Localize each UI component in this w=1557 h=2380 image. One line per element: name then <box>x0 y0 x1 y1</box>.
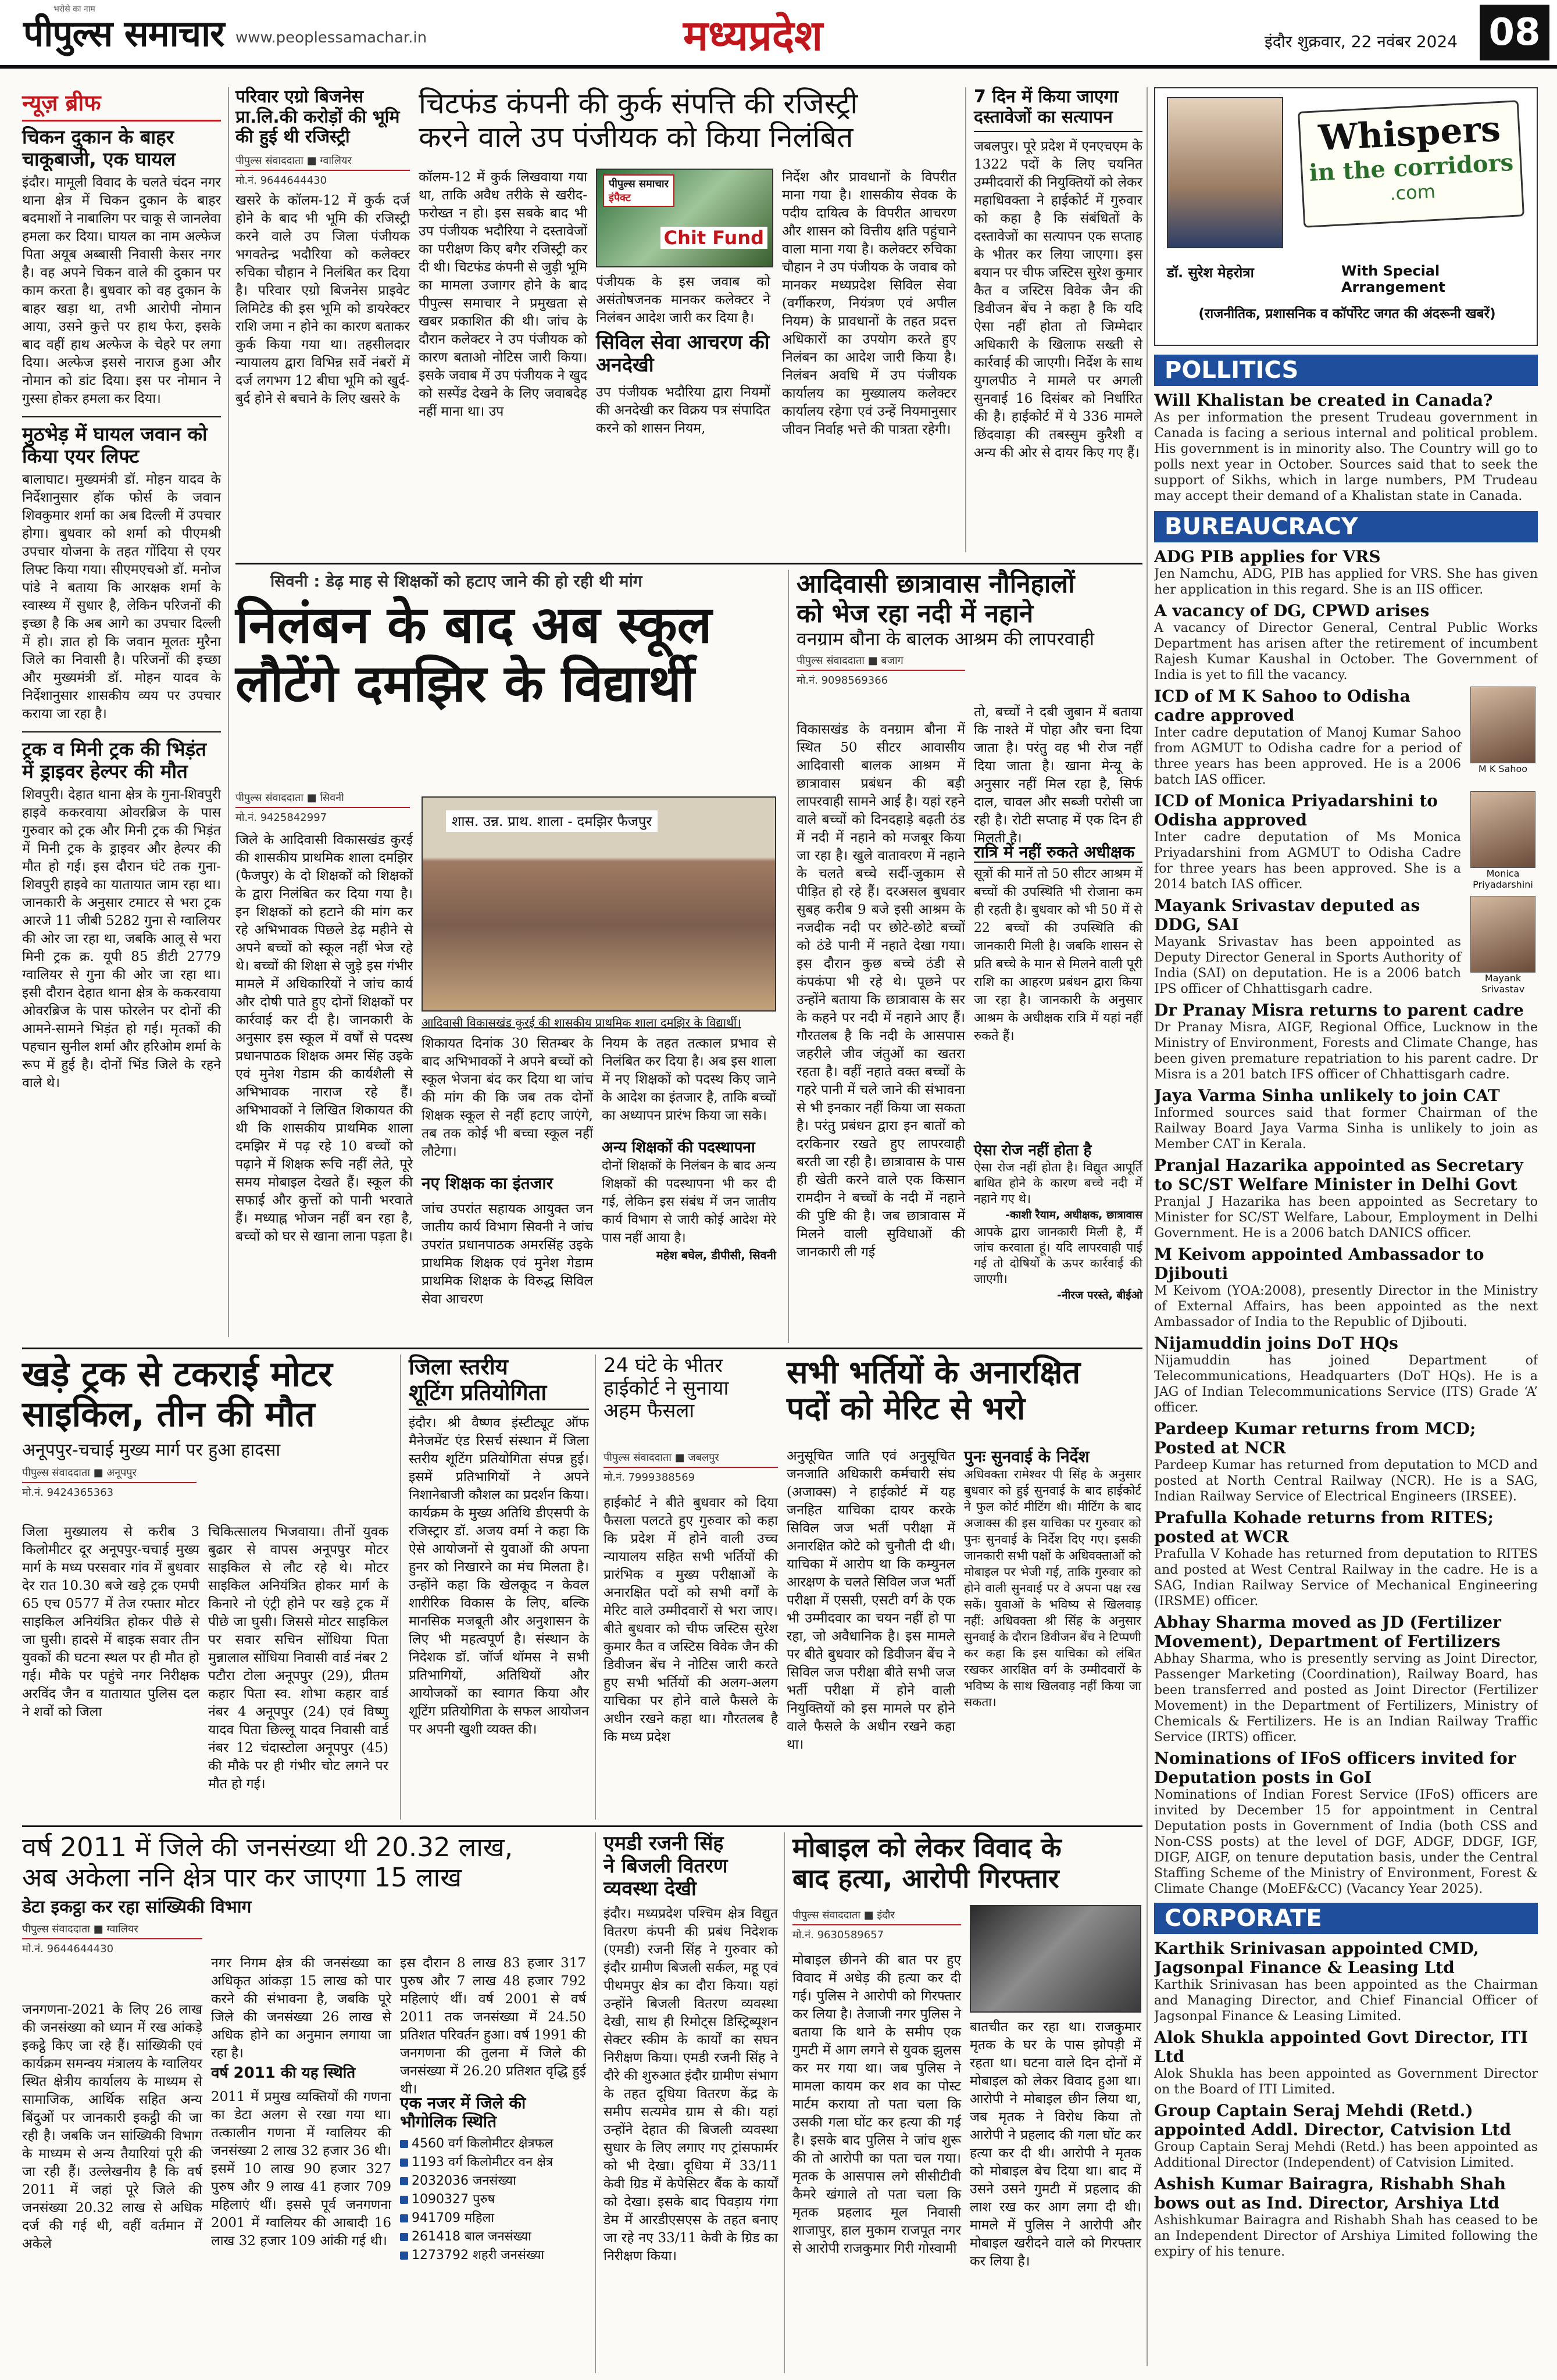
story-headline-big2[interactable]: पदों को मेरिट से भरो <box>787 1390 1026 1427</box>
story-col: उप पंजीयक भदौरिया द्वारा नियमों की अनदेखी कर विक्रय पत्र संपादित करने को शासन नियम, <box>596 385 770 436</box>
impact-tag: इंपैक्ट <box>609 192 631 204</box>
quote-attribution: -काशी रैयाम, अधीक्षक, छात्रावास <box>1005 1208 1142 1221</box>
whispers-logo-line2: in the corridors <box>1308 148 1515 187</box>
rail-item-title[interactable]: M Keivom appointed Ambassador to Djibouti <box>1154 1245 1484 1283</box>
rail-item-title[interactable]: Nominations of IFoS officers invited for Deputation posts in GoI <box>1154 1749 1516 1787</box>
column-rule <box>784 1832 785 2373</box>
stat-item <box>400 2228 586 2246</box>
rail-item-title[interactable]: Group Captain Seraj Mehdi (Retd.) appointed Addl. Director, Catvision Ltd <box>1154 2101 1512 2139</box>
story-headline-line2[interactable]: करने वाले उप पंजीयक को किया निलंबित <box>419 120 854 154</box>
story-col: जिले के आदिवासी विकासखंड कुरई की शासकीय प्राथमिक शाला दमझिर (फैजपुर) के दो शिक्षकों को शिक्षकों के द्वारा निलंबित कर दिया गया है। इन शिक्षकों को हटाने की मांग कर रहे अभिभावक पिछले डेढ़ महीने से अपने बच्चों को स्कूल नहीं भेज रहे थे। बच्चों की शिक्षा से जुड़े इस गंभीर मामले में अधिकारियों ने जांच कार्य और दोषी पाते हुए दोनों शिक्षकों पर कार्रवाई कर दी है। जानकारी के अनुसार इस स्कूल में वर्षों से पदस्थ प्रधानपाठक शिक्षक अमर सिंह उइके एवं मुनेश गेडाम की कार्यशैली से अभिभावक नाराज रहे हैं। अभिभावकों ने लिखित शिकायत की थी कि शासकीय प्राथमिक शाला दमझिर में पढ़ रहे 10 बच्चों को पढ़ाने में शिक्षक रूचि नहीं लेते, पूरे समय मोबाइल देखते हैं। स्कूल की सफाई और कुत्तों को पानी भरवाते हैं। मध्याह्न भोजन नहीं बन रहा है, बच्चों को घर से खाना लाना पड़ता है। <box>235 832 413 1244</box>
story-subhead: वर्ष 2011 की यह स्थिति <box>211 2064 356 2082</box>
rail-item-title[interactable]: A vacancy of DG, CPWD arises <box>1154 601 1430 620</box>
story-kicker: डेटा इकट्ठा कर रहा सांख्यिकी विभाग <box>22 1896 252 1917</box>
byline: पीपुल्स संवाददाता ■ अनूपपुर <box>22 1466 197 1483</box>
stats-list <box>400 2135 586 2265</box>
stat-value: 1193 वर्ग किलोमीटर वन क्षेत्र <box>412 2155 553 2170</box>
rail-item-body: As per information the present Trudeau government in Canada is facing a serious internal and political problem. His government is in minority also. The Country will go to polls next year in October. Sources said that to seek the support of Sikhs, which in large numbers, PM Trudeau may accept their demand of a Khalistan state in Canada. <box>1154 410 1538 503</box>
rail-item <box>1154 1508 1538 1609</box>
stat-value: 2032036 जनसंख्या <box>412 2174 516 2189</box>
chitfund-photo <box>596 169 773 267</box>
special-arrangement: With Special Arrangement <box>1341 263 1445 295</box>
story-body: खसरे के कॉलम-12 में कुर्क दर्ज होने के बाद भी भूमि की रजिस्ट्री करने वाले उप जिला पंजीयक भगवतेन्द्र भदौरिया को कलेक्टर रुचिका चौहान ने निलंबित कर दिया है। परिवार एग्रो बिजनेस प्राइवेट लिमिटेड की इस भूमि को डायरेक्टर राशि जमा न होने का कारण बताकर कुर्क किया गया था। तहसीलदार न्यायालय द्वारा विभिन्न सर्वे नंबरों में दर्ज लगभग 12 बीघा भूमि को खुर्द-बुर्द होने से बचाने के लिए खसरे के <box>235 192 410 406</box>
story-col: शिकायत दिनांक 30 सितम्बर के बाद अभिभावकों ने अपने बच्चों को स्कूल भेजना बंद कर दिया था जांच की मांग की कि जब तक दोनों शिक्षक स्कूल से नहीं हटाए जाएंगे, तब तक कोई भी बच्चा स्कूल नहीं लौटेगा। <box>422 1036 593 1159</box>
corporate-heading: CORPORATE <box>1154 1903 1538 1934</box>
quote-headline: अन्य शिक्षकों की पदस्थापना <box>602 1139 755 1156</box>
story-headline-line1[interactable]: 24 घंटे के भीतर <box>603 1354 723 1377</box>
author-photo <box>1167 97 1283 248</box>
rail-item-body: Prafulla V Kohade has returned from deputation to RITES and posted at West Central Railway in the cadre. He is a SAG, Indian Railway Service of Mechanical Engineering (IRSME) officer. <box>1154 1547 1538 1609</box>
story-hostel <box>797 570 1142 1343</box>
story-headline-line3[interactable]: व्यवस्था देखी <box>603 1877 697 1901</box>
story-body: इंदौर। श्री वैष्णव इंस्टीट्यूट ऑफ मैनेजमेंट एंड रिसर्च संस्थान में जिला स्तरीय शूटिंग प्रतियोगिता संपन्न हुई। इसमें प्रतिभागियों ने अपने निशानेबाजी कौशल का प्रदर्शन किया। कार्यक्रम के मुख्य अतिथि डीएसपी के रजिस्ट्रार डॉ. अजय वर्मा ने कहा कि ऐसे आयोजनों से युवाओं की अपना हुनर को निखारने का मंच मिलता है। उन्होंने कहा कि खेलकूद न केवल शारीरिक विकास के लिए, बल्कि मानसिक मजबूती और अनुशासन के लिए भी महत्वपूर्ण है। संस्थान के निदेशक डॉ. जॉर्ज थॉमस ने सभी प्रतिभागियों, अतिथियों और आयोजकों का स्वागत किया और शूटिंग प्रतियोगिता के सफल आयोजन पर अपनी खुशी व्यक्त की। <box>409 1416 589 1738</box>
square-bullet-icon <box>400 2159 408 2167</box>
rail-item-body: A vacancy of Director General, Central Public Works Department has arisen after the retirement of incumbent Rajesh Kumar Kaushal in October. The Government of India is yet to fill the vacancy. <box>1154 621 1538 682</box>
story-headline-big1[interactable]: सभी भर्तियों के अनारक्षित <box>787 1354 1081 1391</box>
masthead <box>0 0 1557 69</box>
quote-text: आपके द्वारा जानकारी मिली है, मैं जांच करवाता हूं। यदि लापरवाही पाई गई तो दोषियों के ऊपर कार्रवाई की जाएगी। <box>974 1224 1142 1286</box>
info-box-title: पुनः सुनवाई के निर्देश <box>964 1447 1090 1466</box>
rail-item <box>1154 1156 1538 1241</box>
rail-item <box>1154 391 1538 504</box>
story-headline-line2[interactable]: लौटेंगे दमझिर के विद्यार्थी <box>235 653 695 714</box>
rail-item <box>1154 2028 1538 2097</box>
byline-block <box>792 1908 961 1942</box>
newspaper-logo[interactable]: पीपुल्स समाचार <box>23 12 224 55</box>
rail-item-title[interactable]: ADG PIB applies for VRS <box>1154 547 1381 566</box>
stat-value: 1273792 शहरी जनसंख्या <box>412 2248 545 2263</box>
impact-brand: पीपुल्स समाचार <box>609 178 669 190</box>
stat-value: 1090327 पुरुष <box>412 2192 495 2207</box>
rail-item-body: Mayank Srivastav has been appointed as Deputy Director General in Sports Authority of India (SAI) on deputation. He is a 2006 batch IPS officer of Chhattisgarh cadre. <box>1154 935 1461 996</box>
byline: पीपुल्स संवाददाता ■ बजाग <box>797 653 965 671</box>
rail-item-body: Inter cadre deputation of Ms Monica Priyadarshini from AGMUT to Odisha Cadre for three years has been approved. She is a 2014 batch IAS officer. <box>1154 830 1461 892</box>
story-headline-line2[interactable]: अब अकेला ननि क्षेत्र पार कर जाएगा 15 लाख <box>22 1861 462 1893</box>
news-brief-label: न्यूज़ ब्रीफ <box>22 87 221 121</box>
rail-item-body: Jen Namchu, ADG, PIB has applied for VRS. She has given her application in this regard. She is an IIS officer. <box>1154 567 1538 597</box>
rail-item-title[interactable]: Dr Pranay Misra returns to parent cadre <box>1154 1000 1524 1020</box>
rail-item-title[interactable]: ICD of M K Sahoo to Odisha cadre approved <box>1154 687 1410 725</box>
dateline: इंदौर शुक्रवार, 22 नवंबर 2024 <box>1265 32 1458 51</box>
highcourt-small-headline <box>603 1355 778 1423</box>
stat-value: 941709 महिला <box>412 2211 495 2226</box>
officer-photo <box>1470 896 1535 973</box>
rail-item-body: Pardeep Kumar has returned from deputation to MCD and posted at North Central Railway (NCR). He is a SAG, Indian Railway Service of Electrical Engineers (IRSEE). <box>1154 1458 1538 1504</box>
byline: पीपुल्स संवाददाता ■ इंदौर <box>792 1908 961 1925</box>
rail-item-title[interactable]: Nijamuddin joins DoT HQs <box>1154 1334 1398 1353</box>
rail-item-body: Karthik Srinivasan has been appointed as the Chairman and Managing Director, and Chief Financial Officer of Jagsonpal Finance & Leasing Limited. <box>1154 1978 1538 2024</box>
story-col: नियम के तहत तत्काल प्रभाव से निलंबित कर दिया है। अब इस शाला में नए शिक्षकों को पदस्थ किए जाने के आदेश का इंतजार है, ताकि बच्चों का अध्यापन प्रारंभ किया जा सके। <box>602 1036 776 1123</box>
story-headline-line1[interactable]: खड़े ट्रक से टकराई मोटर <box>22 1354 333 1395</box>
column-rule <box>595 1832 596 2373</box>
info-box-title: रात्रि में नहीं रुकते अधीक्षक <box>974 843 1142 863</box>
rail-item-body: Inter cadre deputation of Manoj Kumar Sahoo from AGMUT to Odisha cadre for a period of three years has been approved. He is a 2006 batch IAS officer. <box>1154 726 1461 787</box>
reporter-mobile: मो.नं. 7999388569 <box>603 1471 695 1484</box>
whispers-logo[interactable] <box>1298 100 1524 228</box>
page-number: 08 <box>1480 5 1549 60</box>
rail-item <box>1154 1334 1538 1416</box>
section-divider <box>22 1348 1142 1349</box>
rail-item-body: Pranjal J Hazarika has been appointed as Secretary to Minister for SC/ST Welfare, Labour, Employment in Delhi Government. He is a 2006 batch DANICS officer. <box>1154 1195 1538 1241</box>
stat-value: 261418 बाल जनसंख्या <box>412 2229 531 2245</box>
rail-item-title[interactable]: Alok Shukla appointed Govt Director, ITI Ltd <box>1154 2028 1529 2066</box>
story-subhead: सिविल सेवा आचरण की अनदेखी <box>596 331 770 377</box>
reporter-mobile: मो.नं. 9098569366 <box>797 674 888 687</box>
rail-item-body: Abhay Sharma, who is presently serving as Joint Director, Passenger Marketing (Coordination), Railway Board, has been transferred and posted as Joint Director (Fertilizer Movement) in the Department of Fertilizers, Ministry of Chemicals & Fertilizers. He is an Indian Railway Traffic Service (IRTS) officer. <box>1154 1652 1538 1745</box>
officer-photo <box>1470 791 1535 868</box>
reporter-mobile: मो.नं. 9630589657 <box>792 1929 884 1941</box>
story-headline-line2[interactable]: ने बिजली वितरण <box>603 1854 728 1878</box>
story-family-agro <box>235 87 410 552</box>
story-census <box>22 1832 589 2373</box>
square-bullet-icon <box>400 2233 408 2241</box>
rail-item <box>1154 896 1538 997</box>
quote-headline: ऐसा रोज नहीं होता है <box>974 1142 1092 1159</box>
rail-item <box>1154 601 1538 683</box>
photo-caption: आदिवासी विकासखंड कुरई की शासकीय प्राथमिक शाला दमझिर के विद्यार्थी। <box>422 1016 741 1030</box>
whispers-box <box>1154 87 1538 346</box>
story-kicker: सिवनी : डेढ़ माह से शिक्षकों को हटाए जाने की हो रही थी मांग <box>270 571 642 591</box>
section-title: मध्यप्रदेश <box>683 11 823 60</box>
rail-item <box>1154 1086 1538 1152</box>
school-photo <box>422 796 776 1012</box>
story-col: विकासखंड के वनग्राम बौना में स्थित 50 सीटर आवासीय आदिवासी बालक आश्रम में छात्रावास प्रबंधन की बड़ी लापरवाही सामने आई है। यहां रहने वाले बच्चों को दिनदहाड़े बढ़ती ठंड में नदी में नहाने को मजबूर किया जा रहा है। खुले वातावरण में नहाने के चलते बच्चे सर्दी-जुकाम से पीड़ित हो रहे हैं। दरअसल बुधवार सुबह करीब 9 बजे इसी आश्रम के नजदीक नदी पर छोटे-छोटे बच्चों को ठंडे पानी में नहाते देखा गया। इस दौरान कुछ बच्चे ठंडी से कंपकंपा भी रहे थे। पूछने पर उन्होंने बताया कि छात्रावास के सर के कहने पर नदी में नहाने आए हैं। गौरतलब है कि नदी के आसपास जहरीले जीव जंतुओं का खतरा रहता है। वहीं नहाते वक्त बच्चों के गहरे पानी में चले जाने की संभावना से भी इनकार नहीं किया जा सकता है। परंतु प्रबंधन द्वारा इन बातों को दरकिनार रखते हुए लापरवाही बरती जा रही है। छात्रावास के पास ही खेती करने वाले एक किसान रामदीन ने बच्चों के नदी में नहाने की पुष्टि की है। जब छात्रावास में मिलने वाली सुविधाओं की जानकारी ली गई <box>797 722 965 1260</box>
stat-item <box>400 2135 586 2153</box>
story-headline-line1[interactable]: जिला स्तरीय <box>409 1354 508 1380</box>
byline: पीपुल्स संवाददाता ■ सिवनी <box>235 791 410 808</box>
website-link[interactable]: www.peoplessamachar.in <box>235 29 427 47</box>
story-col: तो, बच्चों ने दबी जुबान में बताया कि नाश्ते में पोहा और चना दिया जाता है। परंतु वह भी रोज नहीं दिया जाता है। खाना मेन्यू के अनुसार नहीं मिल रहा है, सिर्फ दाल, चावल और सब्जी परोसी जा रही है। रोटी सप्ताह में एक दिन ही मिलती है। <box>974 705 1142 846</box>
story-col: नगर निगम क्षेत्र की जनसंख्या का अधिकृत आंकड़ा 15 लाख को पार करने की संभावना है, जबकि पूरे जिले की जनसंख्या 26 लाख से अधिक होने का अनुमान लगाया जा रहा है। <box>211 1956 391 2061</box>
stat-item <box>400 2172 586 2190</box>
column-rule <box>788 570 789 1343</box>
reporter-mobile: मो.नं. 9425842997 <box>235 812 327 824</box>
brief-body: इंदौर। मामूली विवाद के चलते चंदन नगर थाना क्षेत्र में चिकन दुकान के बाहर बदमाशों ने नाबालिग पर चाकू से जानलेवा हमला कर दिया। घायल का नाम अल्फेज पिता अयूब अब्बासी निवासी केसर नगर है। वह अपने चिकन वाले की दुकान पर काम करता है। बुधवार को वह दुकान के बाहर खड़ा था, तभी आरोपी नोमान आया, उसने कुत्ते पर हाथ फेरा, इसके बाद वहीं हाथ अल्फेज के चेहरे पर लगा दिया। अल्फेज इससे नाराज हुआ और नोमान को डांट दिया। इस पर नोमान ने गुस्सा होकर हमला कर दिया। <box>22 174 221 406</box>
rail-item <box>1154 1939 1538 2024</box>
brief-body: बालाघाट। मुख्यमंत्री डॉ. मोहन यादव के निर्देशानुसार हॉक फोर्स के जवान शिवकुमार शर्मा का अब दिल्ली में उपचार होगा। बुधवार को शर्मा को पीएमश्री उपचार योजना के तहत गोंदिया से एयर लिफ्ट किया गया। सीएमएचओ डॉ. मनोज पांडे ने बताया कि आरक्षक शर्मा के स्वास्थ्य में सुधार है, लेकिन परिजनों की इच्छा है कि अब आगे का उपचार दिल्ली में हो। ज्ञात हो कि जवान मूलतः मुरैना जिले का निवासी है। परिजनों की इच्छा और मुख्यमंत्री डॉ. मोहन यादव के निर्देशानुसार शासकीय व्यय पर उपचार कराया जा रहा है। <box>22 471 221 721</box>
rail-item-body: Group Captain Seraj Mehdi (Retd.) has been appointed as Additional Director (Independent) of Catvision Limited. <box>1154 2140 1538 2170</box>
section-divider <box>22 1825 1142 1827</box>
story-headline-line1[interactable]: निलंबन के बाद अब स्कूल <box>235 595 712 655</box>
politics-heading: POLLITICS <box>1154 355 1538 386</box>
square-bullet-icon <box>400 2177 408 2185</box>
byline-block <box>235 791 410 829</box>
rail-item-body: Dr Pranay Misra, AIGF, Regional Office, Lucknow in the Ministry of Environment, Forests and Climate Change, has been given premature repatriation to his parent cadre. Dr Misra is a 201 batch IFS officer of Chhattisgarh cadre. <box>1154 1020 1538 1082</box>
rail-item <box>1154 1613 1538 1745</box>
story-col: पंजीयक के इस जवाब को असंतोषजनक मानकर कलेक्टर ने निलंबन आदेश जारी कर दिया है। <box>596 274 770 326</box>
stat-item <box>400 2246 586 2265</box>
story-headline[interactable]: परिवार एग्रो बिजनेस प्रा.लि.की करोड़ों की भूमि की हुई थी रजिस्ट्री <box>235 87 400 147</box>
stat-item <box>400 2209 586 2228</box>
story-headline-line2[interactable]: शूटिंग प्रतियोगिता <box>409 1380 589 1410</box>
story-seoni <box>235 570 782 1343</box>
photo-caption: M K Sahoo <box>1478 763 1528 774</box>
byline: पीपुल्स संवाददाता ■ ग्वालियर <box>22 1922 202 1939</box>
column-rule <box>228 87 229 1337</box>
story-col: मोबाइल छीनने की बात पर हुए विवाद में अधेड़ की हत्या कर दी गई। पुलिस ने आरोपी को गिरफ्तार कर लिया है। तेजाजी नगर पुलिस ने बताया कि थाने के समीप एक गुमटी में आग लगने से युवक झुलस कर मर गया था। जब पुलिस ने मामला कायम कर शव का पोस्ट मार्टम कराया तो पता चला कि उसकी गला घोंट कर हत्या की गई है। इसके बाद पुलिस ने जांच शुरू की तो आरोपी का पता चल गया। मृतक के आसपास लगे सीसीटीवी कैमरे खंगाले तो पता चला कि मृतक प्रहलाद मूल निवासी शाजापुर, हाल मुकाम राजपूत नगर से आरोपी राजकुमार गिरी गोस्वामी <box>792 1953 961 2256</box>
stat-item <box>400 2153 586 2172</box>
quote-attribution: महेश बघेल, डीपीसी, सिवनी <box>656 1248 776 1262</box>
rail-item-title[interactable]: Karthik Srinivasan appointed CMD, Jagsonpal Finance & Leasing Ltd <box>1154 1939 1479 1977</box>
rail-item <box>1154 1000 1538 1082</box>
story-headline[interactable]: 7 दिन में किया जाएगा दस्तावेजों का सत्यापन <box>974 87 1142 132</box>
column-rule <box>400 1355 401 1820</box>
news-brief-column <box>22 87 221 1337</box>
brief-title[interactable]: मुठभेड़ में घायल जवान को किया एयर लिफ्ट <box>22 422 208 467</box>
author-name: डॉ. सुरेश मेहरोत्रा <box>1167 265 1254 281</box>
story-headline-line2[interactable]: को भेज रहा नदी में नहाने <box>797 598 1034 628</box>
rail-item <box>1154 1749 1538 1897</box>
square-bullet-icon <box>400 2140 408 2148</box>
rail-item-title[interactable]: ICD of Monica Priyadarshini to Odisha approved <box>1154 791 1438 830</box>
story-col: अनुसूचित जाति एवं अनुसूचित जनजाति अधिकारी कर्मचारी संघ (अजाक्स) ने हाईकोर्ट में यह जनहित याचिका दायर करके सिविल जज भर्ती परीक्षा में अनारक्षित कोटे को चुनौती दी थी। याचिका में आरोप था कि कम्युनल आरक्षण के चलते सिविल जज भर्ती परीक्षा में एससी, एसटी वर्ग के एक भी उम्मीदवार का चयन नहीं हो पा रहा, जो अवैधानिक है। इस मामले पर बीते बुधवार को डिवीजन बेंच ने सिविल जज परीक्षा बीते सभी जज भर्ती परीक्षा में होने वाली नियुक्तियों को इस मामले पर होने वाले फैसले के अधीन रखने कहा था। <box>787 1449 955 1752</box>
officer-photo <box>1470 687 1535 763</box>
impact-badge <box>603 174 674 207</box>
story-mpeb <box>603 1832 778 2373</box>
brief-title[interactable]: ट्रक व मिनी ट्रक की भिड़ंत में ड्राइवर हेल्पर की मौत <box>22 737 206 782</box>
rail-item-body: Alok Shukla has been appointed as Government Director on the Board of ITI Limited. <box>1154 2067 1538 2097</box>
brief-item <box>22 126 221 408</box>
byline: पीपुल्स संवाददाता ■ जबलपुर <box>603 1450 778 1468</box>
quote-box <box>602 1139 776 1263</box>
story-col: निर्देश और प्रावधानों के विपरीत माना गया है। शासकीय सेवक के पदीय दायित्व के विपरीत आचरण और शासन को वित्तीय क्षति पहुंचाने वाला माना गया है। कलेक्टर रुचिका चौहान ने उप पंजीयक के जवाब को मानकर मध्यप्रदेश सिविल सेवा (वर्गीकरण, नियंत्रण एवं अपील नियम) के प्रावधानों के तहत प्रदत्त अधिकारों का उपयोग करते हुए निलंबन का आदेश जारी किया है। निलंबन अवधि में उप पंजीयक कार्यालय का मुख्यालय कलेक्टर कार्यालय रहेगा एवं उन्हें नियमानुसार जीवन निर्वाह भत्ते की पात्रता रहेगी। <box>782 170 956 437</box>
square-bullet-icon <box>400 2252 408 2260</box>
story-mobile-murder <box>792 1832 1142 2373</box>
stat-value: 4560 वर्ग किलोमीटर क्षेत्रफल <box>412 2136 553 2152</box>
rail-item-body: Informed sources said that former Chairman of the Railway Board Jaya Varma Sinha is unlikely to join as Member CAT in Kerala. <box>1154 1106 1538 1152</box>
rail-item-title[interactable]: Will Khalistan be created in Canada? <box>1154 391 1493 410</box>
rail-item-title[interactable]: Prafulla Kohade returns from RITES; posted at WCR <box>1154 1508 1494 1546</box>
story-body: जबलपुर। पूरे प्रदेश में एनएचएम के 1322 पदों के लिए चयनित उम्मीदवारों की नियुक्तियों को लेकर महाधिवक्ता ने हाईकोर्ट में गुरुवार को कहा है कि संबंधितों के दस्तावेजों का सत्यापन एक सप्ताह के भीतर कर लिया जाएगा। इस बयान पर चीफ जस्टिस सुरेश कुमार कैत व जस्टिस विवेक जैन की डिवीजन बेंच ने कहा है कि यदि ऐसा नहीं होता तो जिम्मेदार अधिकारी के खिलाफ सख्ती से कार्रवाई की जाएगी। निर्देश के साथ युगलपीठ ने मामले पर अगली सुनवाई 16 दिसंबर को निर्धारित की है। हाईकोर्ट में ये 336 मामले छिंदवाड़ा की तबस्सुम कुरैशी व अन्य की ओर से दायर किए गए हैं। <box>974 139 1142 460</box>
story-headline-line1[interactable]: एमडी रजनी सिंह <box>603 1832 724 1855</box>
story-headline-line1[interactable]: मोबाइल को लेकर विवाद के <box>792 1832 1062 1863</box>
story-headline-line2[interactable]: हाईकोर्ट ने सुनाया <box>603 1377 729 1400</box>
story-col: जनगणना-2021 के लिए 26 लाख की जनसंख्या को ध्यान में रख आंकड़े इकट्ठे किए जा रहे हैं। सांख्यिकी एवं कार्यक्रम समन्वय मंत्रालय के ग्वालियर स्थित क्षेत्रीय कार्यालय के माध्यम से सामाजिक, आर्थिक सहित अन्य बिंदुओं पर जानकारी इकट्ठी की जा रही है। जबकि जन सांख्यिकी विभाग के माध्यम से अन्य तैयारियां पूरी की जा रही हैं। उल्लेखनीय है कि वर्ष 2011 में जहां पूरे जिले की जनसंख्या 20.32 लाख से अधिक दर्ज की गई थी, वहीं वर्तमान में अकेले <box>22 2002 202 2252</box>
reporter-mobile: मो.नं. 9644644430 <box>22 1943 114 1955</box>
rail-item-title[interactable]: Abhay Sharma moved as JD (Fertilizer Movement), Department of Fertilizers <box>1154 1613 1501 1651</box>
handcuffs-photo <box>970 1905 1141 2013</box>
story-kicker: अनूपपुर-चचाई मुख्य मार्ग पर हुआ हादसा <box>22 1440 281 1460</box>
brief-item <box>22 738 221 1092</box>
story-headline-line1[interactable]: आदिवासी छात्रावास नौनिहालों <box>797 569 1075 599</box>
story-col: 2011 में प्रमुख व्यक्तियों की गणना का डेटा अलग से रखा गया था। तत्कालीन गणना में ग्वालियर की जनसंख्या 2 लाख 32 हजार 36 थी। इसमें 10 लाख 90 हजार 327 पुरुष और 9 लाख 41 हजार 709 महिलाएं थीं। इससे पूर्व जनगणना 2001 में ग्वालियर की आबादी 16 लाख 32 हजार 109 आंकी गई थी। <box>211 2089 391 2249</box>
reporter-mobile: मो.नं. 9424365363 <box>22 1486 114 1499</box>
whispers-tagline: (राजनीतिक, प्रशासनिक व कॉर्पोरेट जगत की अंदरूनी खबरें) <box>1198 306 1496 321</box>
logo-tagline: भरोसे का नाम <box>53 5 95 14</box>
rail-item <box>1154 2174 1538 2260</box>
brief-item <box>22 423 221 723</box>
story-body: इंदौर। मध्यप्रदेश पश्चिम क्षेत्र विद्युत वितरण कंपनी की प्रबंध निदेशक (एमडी) रजनी सिंह ने गुरुवार को इंदौर ग्रामीण बिजली सर्कल, महू एवं पीथमपुर क्षेत्र का दौरा किया। यहां उन्होंने बिजली वितरण व्यवस्था देखी, साथ ही रिमोट्स डिस्ट्रिब्यूशन सेक्टर स्कीम के कार्यों का सघन निरीक्षण किया। एमडी रजनी सिंह ने दौरे की शुरुआत इंदौर ग्रामीण संभाग के तहत दूधिया वितरण केंद्र के समीप सत्यमेव ग्राम से की। यहां उन्होंने देहात की बिजली व्यवस्था सुधार के लिए लगाए गए ट्रांसफार्मर को भी देखा। दूधिया में 33/11 केवी ग्रिड में केपेसिटर बैंक के कार्यों को देखा। इसके बाद पिवड़ाय गंगा डेम में आरडीएसएस के तहत बनाए जा रहे नए 33/11 केवी के ग्रिड का निरीक्षण किया। <box>603 1906 778 2264</box>
quote-text: दोनों शिक्षकों के निलंबन के बाद अन्य शिक्षकों की पदस्थापना भी कर दी गई, लेकिन इस संबंध में जन जातीय कार्य विभाग से जारी कोई आदेश मेरे पास नहीं आया है। <box>602 1158 776 1245</box>
rail-item <box>1154 1419 1538 1505</box>
rail-item <box>1154 2101 1538 2171</box>
rail-item-body: Nijamuddin has joined Department of Telecommunications, Headquarters (DoT HQs). He is a JAG of Indian Telecommunications Service (ITS) Grade ‘A’ officer. <box>1154 1353 1538 1415</box>
photo-caption: Mayank Srivastav <box>1481 973 1525 995</box>
story-col: जिला मुख्यालय से करीब 3 किलोमीटर दूर अनूपपुर-चचाई मुख्य मार्ग के मध्य परसवार गांव में बुधवार देर रात 10.30 बजे खड़े ट्रक एमपी 65 एच 0577 में तेज रफ्तार मोटर साइकिल अनियंत्रित होकर पीछे से जा घुसी। हादसे में बाइक सवार तीन युवकों की घटना स्थल पर ही मौत हो गई। मौके पर पहुंचे नगर निरीक्षक अरविंद जैन व यातायात पुलिस दल ने शवों को जिला <box>22 1524 199 1720</box>
story-truck <box>22 1355 394 1820</box>
whispers-logo-line1: Whispers <box>1317 108 1502 159</box>
story-col: बातचीत कर रहा था। राजकुमार मृतक के घर के पास झोपड़ी में रहता था। घटना वाले दिन दोनों में मोबाइल को लेकर विवाद हुआ था। आरोपी ने मोबाइल छीन लिया था, जब मृतक ने विरोध किया तो आरोपी ने प्रहलाद की गला घोंट कर हत्या कर दी थी। आरोपी ने मृतक को मोबाइल बेच दिया था। बाद में उसने उसने गुमटी में प्रहलाद की लाश रख कर आग लगा दी थी। मामले में पुलिस ने आरोपी और मोबाइल खरीदने वाले को गिरफ्तार कर लिया है। <box>970 2020 1141 2269</box>
story-col: चिकित्सालय भिजवाया। तीनों युवक बुढार से वापस अनूपपुर मोटर साइकिल से लौट रहे थे। मोटर साइकिल अनियंत्रित होकर मार्ग के किनारे नो एंट्री होने पर खड़े ट्रक में पीछे जा घुसी। जिससे मोटर साइकिल पर सवार सचिन सोंधिया पिता मुन्नालाल सोंधिया निवासी वार्ड नंबर 2 पटौरा टोला अनूपपुर (29), प्रीतम कहार पिता स्व. शोभा कहार वार्ड नंबर 4 अनूपपुर (24) एवं विष्णु यादव पिता छिल्लू यादव निवासी वार्ड नंबर 12 चंदास्टोला अनूपपुर (45) की मौके पर ही गंभीर चोट लगने पर मौत हो गई। <box>208 1524 388 1792</box>
byline-block <box>603 1450 778 1484</box>
column-rule <box>1147 87 1148 2366</box>
school-signboard: शास. उन्न. प्राथ. शाला - दमझिर फैजपुर <box>446 810 658 832</box>
info-box-body: अधिवक्ता रामेश्वर पी सिंह के अनुसार बुधवार को हुई सुनवाई के बाद हाईकोर्ट ने फुल कोर्ट मीटिंग थी। मीटिंग के बाद अजाक्स की इस याचिका पर गुरुवार को पुनः सुनवाई के निर्देश दिए गए। इसकी जानकारी सभी पक्षों के अधिवक्ताओं को मोबाइल पर भेजी गई, ताकि गुरुवार को होने वाली सुनवाई पर वे अपना पक्ष रख सकें। युवाओं के भविष्य से खिलवाड़ नहीं: अधिवक्ता श्री सिंह के अनुसार सुनवाई के दौरान डिवीजन बेंच ने टिप्पणी कर कहा कि इस याचिका को लंबित रखकर आरक्षित वर्ग के उम्मीदवारों के भविष्य के साथ खिलवाड़ नहीं किया जा सकता। <box>964 1467 1141 1710</box>
rail-item-title[interactable]: Jaya Varma Sinha unlikely to join CAT <box>1154 1086 1500 1105</box>
stats-headline: एक नजर में जिले की भौगोलिक स्थिति <box>400 2093 526 2132</box>
rail-item <box>1154 687 1538 788</box>
bureaucracy-heading: BUREAUCRACY <box>1154 511 1538 542</box>
section-divider <box>235 563 1142 564</box>
quote-box <box>974 1142 1142 1302</box>
story-col: इस दौरान 8 लाख 83 हजार 317 पुरुष और 7 लाख 48 हजार 792 महिलाएं थीं। वर्ष 2001 से वर्ष 2011 तक जनसंख्या में 24.50 प्रतिशत परिवर्तन हुआ। वर्ष 1991 की जनगणना की तुलना में जिले की जनसंख्या में 26.20 प्रतिशत वृद्धि हुई थी। <box>400 1956 586 2097</box>
rail-item <box>1154 1245 1538 1330</box>
rail-item-title[interactable]: Pardeep Kumar returns from MCD; Posted at NCR <box>1154 1419 1476 1457</box>
divider <box>22 416 221 417</box>
rail-item-title[interactable]: Mayank Srivastav deputed as DDG, SAI <box>1154 896 1420 934</box>
whispers-logo-line3: .com <box>1389 180 1436 205</box>
photo-label: Chit Fund <box>660 227 767 249</box>
story-headline-line3[interactable]: अहम फैसला <box>603 1399 695 1423</box>
story-shooting <box>409 1355 589 1820</box>
quote-text: ऐसा रोज नहीं होता है। विद्युत आपूर्ति बाधित होने के कारण बच्चे नदी में नहाने गए थे। <box>974 1160 1142 1206</box>
right-rail <box>1154 355 1538 2366</box>
column-rule <box>965 87 966 552</box>
brief-title[interactable]: चिकन दुकान के बाहर चाकूबाजी, एक घायल <box>22 126 176 170</box>
square-bullet-icon <box>400 2196 408 2204</box>
story-highcourt <box>603 1355 1142 1820</box>
story-headline-line1[interactable]: वर्ष 2011 में जिले की जनसंख्या थी 20.32 लाख, <box>22 1832 513 1863</box>
column-rule <box>595 1355 596 1820</box>
story-col: कॉलम-12 में कुर्क लिखवाया गया था, ताकि अवैध तरीके से खरीद-फरोख्त न हो। इस सबके बाद भी उप पंजीयक भदौरिया ने दस्तावेजों का परीक्षण किए बगैर रजिस्ट्री कर दी थी। चिटफंड कंपनी से जुड़ी भूमि का मामला उजागर होने के बाद पीपुल्स समाचार ने प्रमुखता से खबर प्रकाशित की थी। जांच के दौरान कलेक्टर ने उप पंजीयक को कारण बताओ नोटिस जारी किया। इसके जवाब में उप पंजीयक ने खुद को सस्पेंड देखने के लिए जवाबदेह नहीं माना था। उप <box>419 170 587 419</box>
quote-attribution: -नीरज परस्ते, बीईओ <box>1057 1288 1142 1302</box>
story-col: जांच उपरांत सहायक आयुक्त जन जातीय कार्य विभाग सिवनी ने जांच उपरांत प्रधानपाठक अमरसिंह उइके प्राथमिक शिक्षक एवं मुनेश गेडाम प्राथमिक शिक्षक के विरुद्ध सिविल सेवा आचरण <box>422 1202 593 1307</box>
rail-item-body: Nominations of Indian Forest Service (IFoS) officers are invited by December 15 for appointment in Central Deputation posts in Government of India (both CSS and Non-CSS posts) at the level of DGF, ADGF, DDGF, IGF, DIGF, AIGF, on tenure deputation basis, under the Central Staffing Scheme of the Ministry of Environment, Forest & Climate Change (MoEF&CC) (Vacancy Year 2025). <box>1154 1788 1538 1896</box>
info-box-body: सूत्रों की मानें तो 50 सीटर आश्रम में बच्चों की उपस्थिति भी रोजाना कम ही रहती है। बुधवार को भी 50 में से 22 बच्चों की उपस्थिति की जानकारी मिली है। जबकि शासन से प्रति बच्चे के मान से मिलने वाली पूरी राशि का आहरण प्रबंधन द्वारा किया जा रहा है। जानकारी के अनुसार आश्रम के अधीक्षक रात्रि में यहां नहीं रुकते हैं। <box>974 867 1142 1044</box>
info-box <box>974 843 1142 1045</box>
photo-caption: Monica Priyadarshini <box>1473 868 1533 890</box>
square-bullet-icon <box>400 2214 408 2222</box>
story-subhead: नए शिक्षक का इंतजार <box>422 1174 553 1193</box>
rail-item-title[interactable]: Ashish Kumar Bairagra, Rishabh Shah bows out as Ind. Director, Arshiya Ltd <box>1154 2174 1506 2213</box>
divider <box>22 731 221 732</box>
story-7-days <box>974 87 1142 552</box>
stat-item <box>400 2190 586 2209</box>
byline: पीपुल्स संवाददाता ■ ग्वालियर <box>235 153 410 171</box>
story-headline-line2[interactable]: बाद हत्या, आरोपी गिरफ्तार <box>792 1862 1059 1894</box>
reporter-mobile: मो.नं. 9644644430 <box>235 174 327 187</box>
stats-box <box>400 2094 586 2265</box>
rail-item <box>1154 547 1538 598</box>
highcourt-big-headline <box>787 1355 1142 1427</box>
brief-body: शिवपुरी। देहात थाना क्षेत्र के गुना-शिवपुरी हाइवे ककरवाया ओवरब्रिज के पास गुरुवार को ट्रक और मिनी ट्रक की भिड़ंत में मिनी ट्रक के ड्राइवर और हेल्पर की मौत हो गई। इस दौरान घंटे तक गुना-शिवपुरी हाइवे का यातायात जाम रहा था। जानकारी के अनुसार टमाटर से भरा ट्रक आरजे 11 जीबी 5282 गुना से ग्वालियर की ओर जा रहा था, जबकि आलू से भरा मिनी ट्रक क्र. यूपी 85 डीटी 2779 ग्वालियर से गुना की ओर जा रहा था। इसी दौरान देहात थाना क्षेत्र के ककरवाया ओवरब्रिज के पास फोरलेन पर दोनों की आमने-सामने भिड़ंत हो गई। मृतकों की पहचान सुनील शर्मा और हरिओम शर्मा के रूप में हुई है। दोनों भिंड जिले के रहने वाले थे। <box>22 787 221 1091</box>
story-headline-line1[interactable]: चिटफंड कंपनी की कुर्क संपत्ति की रजिस्ट्री <box>419 87 858 120</box>
story-headline-line2[interactable]: साइकिल, तीन की मौत <box>22 1394 315 1435</box>
rail-item-body: Ashishkumar Bairagra and Rishabh Shah has ceased to be an Independent Director of Arshiya Limited following the expiry of his tenure. <box>1154 2213 1538 2259</box>
rail-item-body: M Keivom (YOA:2008), presently Director in the Ministry of External Affairs, has been appointed as the next Ambassador of India to the Republic of Djibouti. <box>1154 1284 1538 1330</box>
story-subtitle: वनग्राम बौना के बालक आश्रम की लापरवाही <box>797 628 1095 651</box>
story-chitfund <box>419 87 959 552</box>
rail-item <box>1154 791 1538 892</box>
story-col: हाईकोर्ट ने बीते बुधवार को दिया फैसला पलटते हुए गुरुवार को कहा कि प्रदेश में होने वाली उच्च न्यायालय सहित सभी भर्तियों की प्रारंभिक व मुख्य परीक्षाओं के अनारक्षित पदों को सभी वर्गों के मेरिट वाले उम्मीदवारों से भरा जाए। बीते बुधवार को चीफ जस्टिस सुरेश कुमार कैत व जस्टिस विवेक जैन की डिवीजन बेंच ने नोटिस जारी करते हुए सभी भर्तियों की अलग-अलग याचिका पर होने वाले फैसले के अधीन रखने कहा था। गौरतलब है कि मध्य प्रदेश <box>603 1495 778 1745</box>
rail-item-title[interactable]: Pranjal Hazarika appointed as Secretary to SC/ST Welfare Minister in Delhi Govt <box>1154 1156 1523 1194</box>
info-box <box>964 1448 1141 1710</box>
